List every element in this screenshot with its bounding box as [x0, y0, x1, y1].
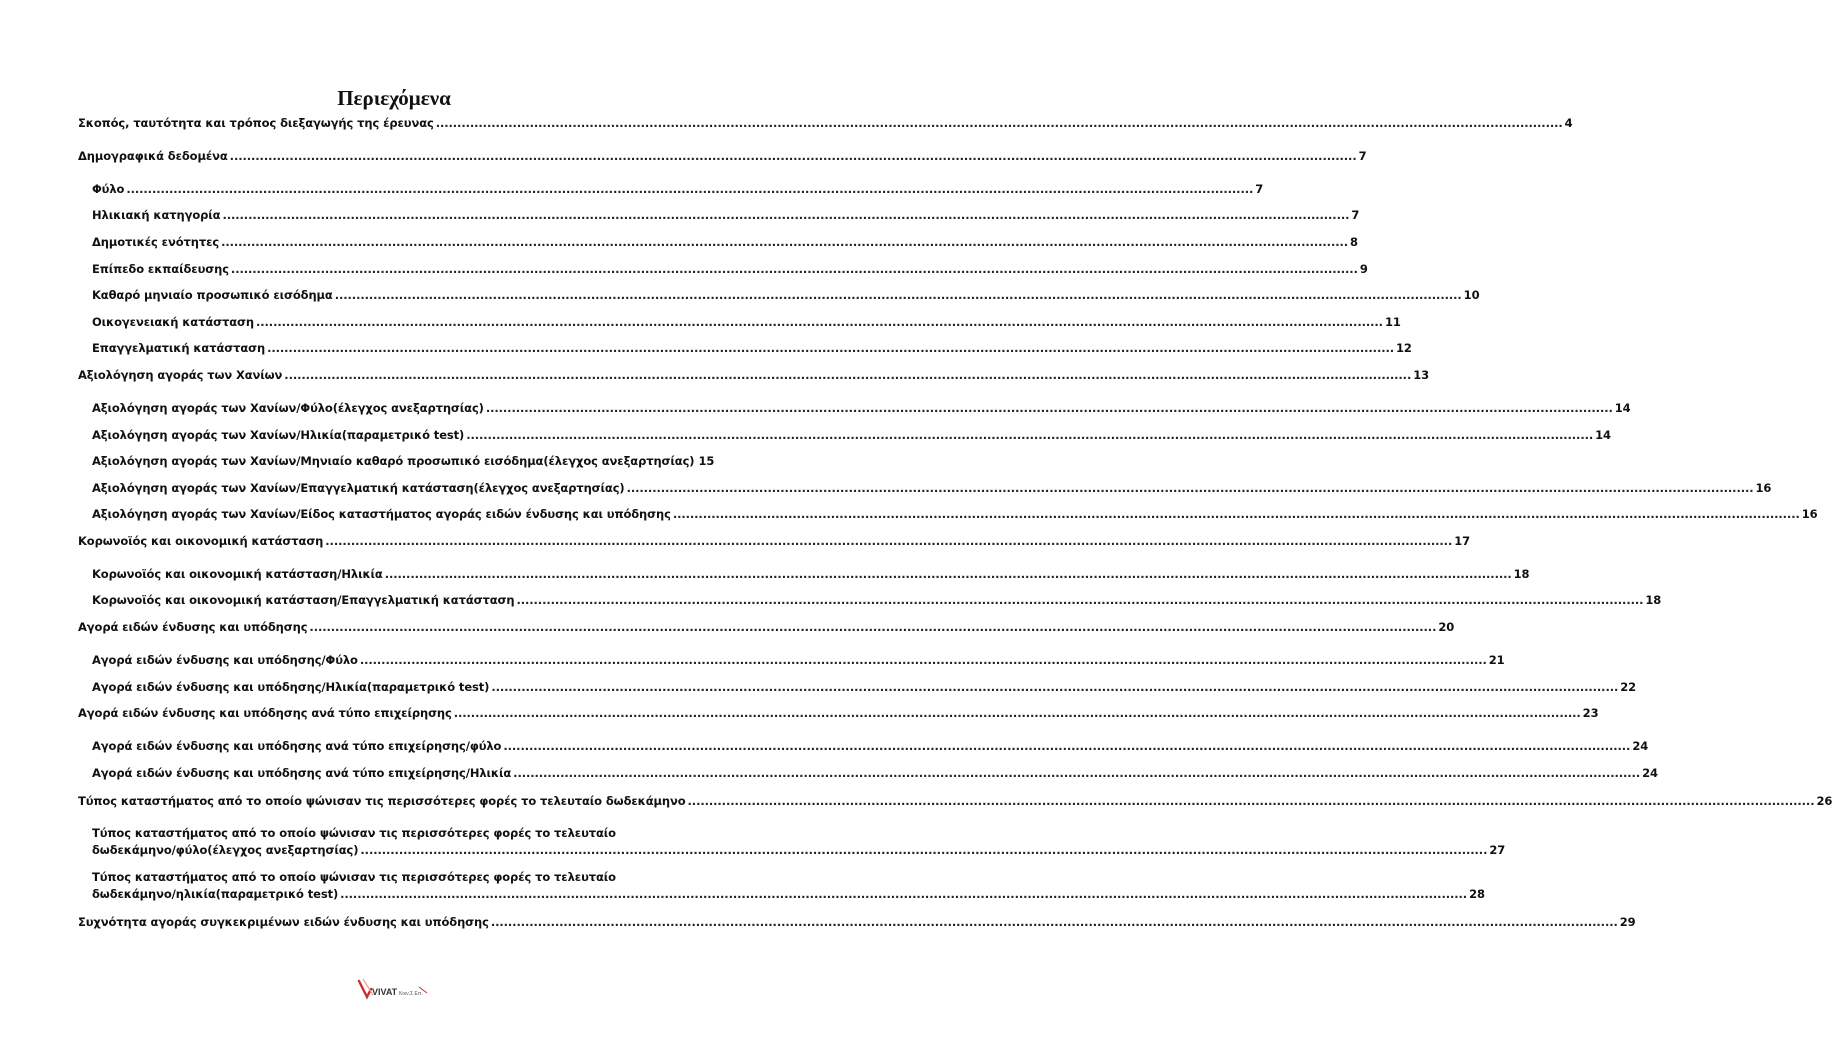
- toc-page-number: 27: [1489, 843, 1506, 857]
- toc-leader-dots: [360, 653, 1487, 667]
- toc-entry[interactable]: [92, 593, 1662, 607]
- toc-page-number: 17: [1454, 534, 1471, 548]
- toc-page-number: 20: [1438, 620, 1455, 634]
- toc-page-number: 12: [1396, 341, 1412, 355]
- toc-page-number: 18: [1645, 593, 1662, 607]
- toc-entry[interactable]: [92, 288, 1480, 302]
- toc-entry-label: Αξιολόγηση αγοράς των Χανίων/Ηλικία(παραμετρικό test): [92, 428, 465, 442]
- toc-entry-label: Αγορά ειδών ένδυσης και υπόδησης ανά τύπο επιχείρησης/φύλο: [92, 739, 502, 753]
- toc-entry[interactable]: [78, 706, 1599, 720]
- toc-leader-dots: [516, 593, 1643, 607]
- toc-entry-label: Αξιολόγηση αγοράς των Χανίων: [78, 368, 283, 382]
- toc-page-number: 7: [1255, 182, 1264, 196]
- toc-entry[interactable]: [92, 826, 1506, 857]
- toc-page-number: 15: [698, 454, 715, 468]
- toc-entry[interactable]: [92, 481, 1772, 495]
- toc-leader-dots: [436, 116, 1563, 130]
- toc-page-number: 10: [1463, 288, 1480, 302]
- toc-entry-label: Αγορά ειδών ένδυσης και υπόδησης/Ηλικία(παραμετρικό test): [92, 680, 490, 694]
- toc-entry-label-line2: δωδεκάμηνο/φύλο(έλεγχος ανεξαρτησίας): [92, 843, 359, 857]
- toc-page-number: 7: [1358, 149, 1367, 163]
- toc-entry[interactable]: [92, 428, 1611, 442]
- toc-page-number: 18: [1513, 567, 1530, 581]
- toc-leader-dots: [231, 262, 1358, 276]
- toc-leader-dots: [385, 567, 1512, 581]
- toc-entry-label: Αγορά ειδών ένδυσης και υπόδησης ανά τύπο επιχείρησης/Ηλικία: [92, 766, 512, 780]
- toc-entry-label: Επίπεδο εκπαίδευσης: [92, 262, 229, 276]
- toc-page-number: 14: [1595, 428, 1611, 442]
- toc-entry-label: Δημοτικές ενότητες: [92, 235, 220, 249]
- toc-entry-label: Οικογενειακή κατάσταση: [92, 315, 254, 329]
- toc-leader-dots: [454, 706, 1581, 720]
- toc-entry[interactable]: [92, 567, 1530, 581]
- toc-leader-dots: [360, 843, 1487, 857]
- toc-page-number: 28: [1469, 887, 1485, 901]
- toc-entry-label: Αξιολόγηση αγοράς των Χανίων/Είδος καταστήματος αγοράς ειδών ένδυσης και υπόδησης: [92, 507, 671, 521]
- toc-entry[interactable]: [92, 454, 715, 468]
- toc-entry-label: Κορωνοϊός και οικονομική κατάσταση: [78, 534, 324, 548]
- toc-leader-dots: [627, 481, 1754, 495]
- toc-entry-label: Αγορά ειδών ένδυσης και υπόδησης ανά τύπο επιχείρησης: [78, 706, 452, 720]
- toc-entry[interactable]: [92, 262, 1368, 276]
- logo-text: VIVAT: [372, 987, 398, 997]
- toc-entry-label: Αξιολόγηση αγοράς των Χανίων/Φύλο(έλεγχος ανεξαρτησίας): [92, 401, 484, 415]
- toc-leader-dots: [325, 534, 1452, 548]
- toc-entry[interactable]: [92, 739, 1649, 753]
- toc-entry[interactable]: [92, 653, 1505, 667]
- toc-page-number: 9: [1359, 262, 1368, 276]
- toc-leader-dots: [309, 620, 1436, 634]
- toc-entry[interactable]: [78, 620, 1455, 634]
- toc-leader-dots: [221, 235, 1348, 249]
- toc-entry-label: Αξιολόγηση αγοράς των Χανίων/Μηνιαίο καθαρό προσωπικό εισόδημα(έλεγχος ανεξαρτησίας): [92, 454, 695, 468]
- toc-entry-label: Δημογραφικά δεδομένα: [78, 149, 228, 163]
- toc-page-number: 7: [1351, 208, 1360, 222]
- toc-entry-label-line1: Τύπος καταστήματος από το οποίο ψώνισαν τις περισσότερες φορές το τελευταίο: [92, 870, 616, 884]
- toc-leader-dots: [491, 915, 1618, 929]
- toc-page-number: 21: [1488, 653, 1505, 667]
- toc-page-number: 13: [1413, 368, 1430, 382]
- toc-page-number: 24: [1642, 766, 1658, 780]
- toc-entry[interactable]: [92, 507, 1818, 521]
- toc-entry[interactable]: [92, 182, 1264, 196]
- toc-leader-dots: [230, 149, 1357, 163]
- toc-entry-label: Καθαρό μηνιαίο προσωπικό εισόδημα: [92, 288, 333, 302]
- toc-leader-dots: [486, 401, 1613, 415]
- toc-entry-label: Σκοπός, ταυτότητα και τρόπος διεξαγωγής της έρευνας: [78, 116, 434, 130]
- toc-entry[interactable]: [78, 116, 1573, 130]
- toc-page-number: 11: [1384, 315, 1401, 329]
- toc-leader-dots: [673, 507, 1800, 521]
- toc-entry[interactable]: [92, 766, 1658, 780]
- toc-entry-label: Επαγγελματική κατάσταση: [92, 341, 266, 355]
- vivat-logo: [357, 975, 437, 1001]
- toc-page-number: 4: [1564, 116, 1573, 130]
- toc-page-number: 8: [1350, 235, 1358, 249]
- toc-leader-dots: [126, 182, 1253, 196]
- toc-entry[interactable]: [92, 315, 1401, 329]
- toc-leader-dots: [503, 739, 1630, 753]
- toc-entry-label: Τύπος καταστήματος από το οποίο ψώνισαν τις περισσότερες φορές το τελευταίο δωδεκάμηνο: [78, 794, 686, 808]
- toc-leader-dots: [284, 368, 1411, 382]
- toc-entry[interactable]: [92, 680, 1637, 694]
- toc-leader-dots: [267, 341, 1394, 355]
- toc-leader-dots: [256, 315, 1383, 329]
- toc-page-number: 29: [1619, 915, 1636, 929]
- toc-entry[interactable]: [78, 915, 1636, 929]
- toc-leader-dots: [491, 680, 1618, 694]
- toc-entry-label-line1: Τύπος καταστήματος από το οποίο ψώνισαν τις περισσότερες φορές το τελευταίο: [92, 826, 616, 840]
- toc-entry[interactable]: [92, 341, 1412, 355]
- toc-page-number: 23: [1582, 706, 1599, 720]
- toc-entry-label: Αγορά ειδών ένδυσης και υπόδησης: [78, 620, 308, 634]
- toc-entry[interactable]: [92, 208, 1360, 222]
- toc-entry[interactable]: [78, 368, 1430, 382]
- toc-page-number: 22: [1620, 680, 1637, 694]
- toc-entry[interactable]: [78, 149, 1367, 163]
- toc-page-number: 24: [1632, 739, 1649, 753]
- toc-leader-dots: [513, 766, 1640, 780]
- toc-leader-dots: [466, 428, 1593, 442]
- toc-entry-label: Κορωνοϊός και οικονομική κατάσταση/Ηλικία: [92, 567, 383, 581]
- toc-page-number: 26: [1816, 794, 1832, 808]
- toc-entry[interactable]: [78, 534, 1471, 548]
- page-title: Περιεχόμενα: [337, 86, 451, 110]
- toc-entry[interactable]: [92, 870, 1485, 901]
- toc-entry[interactable]: [92, 401, 1631, 415]
- toc-entry-label: Φύλο: [92, 182, 125, 196]
- toc-leader-dots: [340, 887, 1467, 901]
- toc-leader-dots: [688, 794, 1815, 808]
- toc-entry-label: Κορωνοϊός και οικονομική κατάσταση/Επαγγελματική κατάσταση: [92, 593, 515, 607]
- toc-page-number: 14: [1614, 401, 1631, 415]
- logo-subtext: Κοιν.Σ.Επ.: [399, 991, 423, 997]
- toc-page-number: 16: [1755, 481, 1772, 495]
- toc-entry-label: Αξιολόγηση αγοράς των Χανίων/Επαγγελματική κατάσταση(έλεγχος ανεξαρτησίας): [92, 481, 625, 495]
- toc-entry-label: Συχνότητα αγοράς συγκεκριμένων ειδών ένδυσης και υπόδησης: [78, 915, 489, 929]
- toc-entry-label: Ηλικιακή κατηγορία: [92, 208, 221, 222]
- toc-entry[interactable]: [78, 794, 1832, 808]
- toc-leader-dots: [222, 208, 1349, 222]
- toc-entry-label: Αγορά ειδών ένδυσης και υπόδησης/Φύλο: [92, 653, 358, 667]
- toc-leader-dots: [335, 288, 1462, 302]
- toc-entry-label-line2: δωδεκάμηνο/ηλικία(παραμετρικό test): [92, 887, 339, 901]
- toc-entry[interactable]: [92, 235, 1358, 249]
- toc-page-number: 16: [1801, 507, 1818, 521]
